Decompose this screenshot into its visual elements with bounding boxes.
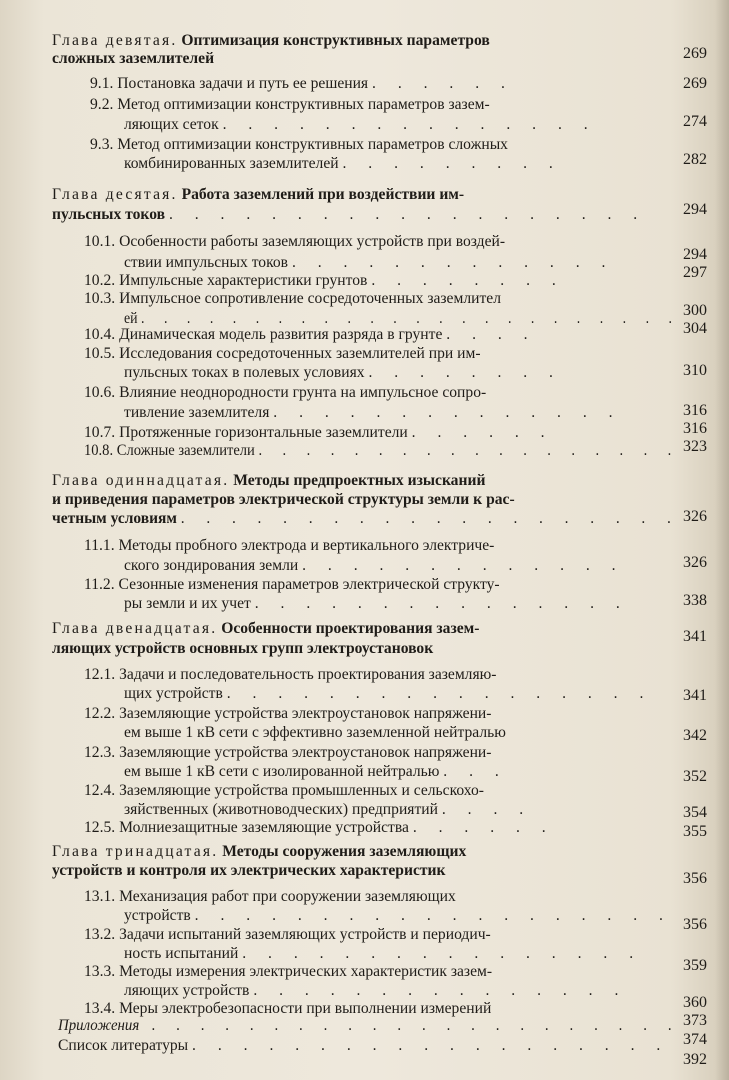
toc-text: 10.6. Влияние неоднородности грунта на импульсное сопро-	[84, 384, 487, 401]
toc-line-s10-1b	[124, 254, 614, 272]
toc-text: тивление заземлителя	[124, 404, 274, 421]
toc-text: пульсных токов	[52, 206, 169, 223]
leader-dots: . . . . . . . .	[371, 272, 565, 289]
page-number-s10-8: 323	[683, 438, 707, 455]
leader-dots: . . . . . . . . . . . . .	[291, 254, 615, 271]
leader-dots: . . . . . . . . . . . . . . . . . . . .	[180, 510, 680, 527]
leader-dots: . . . . . . . . . . . . . . . . . . . . . . . .	[141, 310, 680, 327]
toc-line-ch11-1	[52, 472, 485, 490]
toc-line-s11-2a	[84, 576, 500, 594]
leader-dots: . . . . . . . . . . . . .	[302, 557, 625, 574]
toc-text: Работа заземлений при воздействии им-	[177, 186, 465, 203]
toc-line-ch10-2	[52, 206, 646, 224]
toc-text: зяйственных (животноводческих) предприятий	[124, 801, 442, 818]
toc-text: Глава двенадцатая.	[52, 620, 218, 637]
leader-dots: . . . . . . . . . . . . . . . . . . .	[192, 1037, 670, 1054]
toc-text: ляющих устройств	[124, 982, 254, 999]
toc-line-s12-3a	[84, 744, 491, 762]
page-number-s9-3b: 282	[683, 151, 707, 168]
toc-text: Методы сооружения заземляющих	[218, 843, 467, 860]
toc-line-s9-3b	[124, 155, 562, 173]
leader-dots: . . . .	[446, 326, 537, 343]
toc-text: 9.1. Постановка задачи и путь ее решения	[90, 75, 373, 92]
toc-text: 13.1. Механизация работ при сооружении заземляющих	[84, 888, 456, 905]
toc-line-ch12-2	[52, 640, 433, 658]
toc-line-s12-2a	[84, 705, 491, 723]
toc-text: Глава одиннадцатая.	[52, 472, 230, 489]
toc-text: 10.8. Сложные заземлители	[84, 442, 259, 459]
toc-text: 12.2. Заземляющие устройства электроустановок напряжени-	[84, 705, 492, 722]
toc-line-s12-2b	[124, 724, 506, 742]
page-number-s9-2b: 274	[683, 113, 707, 130]
page-number-s11-2b: 338	[683, 592, 707, 609]
toc-text: 11.1. Методы пробного электрода и вертикального электриче-	[84, 537, 495, 554]
page-number-s12-3b: 352	[683, 768, 707, 785]
toc-text: пульсных токах в полевых условиях	[124, 364, 369, 381]
toc-line-ch9-2	[52, 50, 214, 68]
toc-line-s11-1b	[124, 557, 625, 575]
toc-text: 12.5. Молниезащитные заземляющие устройства	[84, 819, 413, 836]
toc-line-s13-3b	[124, 982, 627, 1000]
toc-line-s12-1b	[124, 685, 652, 703]
page-number-s12-4b: 354	[683, 804, 707, 821]
toc-text: 12.4. Заземляющие устройства промышленных и сельскохо-	[84, 782, 484, 799]
toc-line-ch13-1	[52, 843, 466, 861]
page-number-last: 392	[683, 1051, 707, 1068]
toc-line-ch13-2	[52, 862, 446, 880]
page-number-lit: 374	[683, 1031, 707, 1048]
toc-text: Глава десятая.	[52, 186, 178, 203]
toc-line-ch10-1	[52, 186, 464, 204]
toc-text: Список литературы	[58, 1037, 193, 1054]
leader-dots: . . . . . . . . . . . . . . . . . . .	[168, 206, 647, 223]
leader-dots: . . . . . .	[412, 819, 555, 836]
leader-dots: . . . .	[441, 801, 533, 818]
page-number-s10-7: 316	[683, 420, 707, 437]
toc-text: 11.2. Сезонные изменения параметров электрической структу-	[84, 576, 500, 593]
toc-text: 10.4. Динамическая модель развития разряда в грунте	[84, 326, 447, 343]
toc-line-s13-4	[84, 1000, 491, 1018]
toc-text: 9.2. Метод оптимизации конструктивных параметров зазем-	[90, 96, 490, 113]
toc-line-s12-4a	[84, 782, 484, 800]
toc-text: устройств и контроля их электрических характеристик	[52, 862, 446, 879]
toc-line-s11-2b	[124, 595, 629, 613]
page-number-s12-1b: 341	[683, 687, 707, 704]
toc-text: Особенности проектирования зазем-	[217, 620, 480, 637]
leader-dots: . . . . . . . . . . . . . . . . . .	[258, 442, 680, 459]
page-number-s13-2a: 356	[683, 916, 707, 933]
toc-line-s10-6b	[124, 404, 622, 422]
toc-text: ность испытаний	[124, 945, 243, 962]
toc-text: ем выше 1 кВ сети с изолированной нейтралью	[124, 763, 444, 780]
page-number-s10-3b: 300	[683, 302, 707, 319]
page-number-s10-4: 304	[683, 320, 707, 337]
toc-text: 13.4. Меры электробезопасности при выполнении измерений	[84, 1000, 492, 1017]
toc-line-ch11-2	[52, 491, 515, 509]
leader-dots: . . . . . .	[372, 75, 514, 92]
toc-text: 12.3. Заземляющие устройства электроустановок напряжени-	[84, 744, 492, 761]
toc-line-s12-4b	[124, 801, 532, 819]
leader-dots: . . . . . .	[411, 424, 554, 441]
toc-text: устройств	[124, 907, 195, 924]
toc-text: ляющих устройств основных групп электроустановок	[52, 640, 434, 657]
leader-dots: . . . . . . . . . . . . . . .	[253, 982, 628, 999]
toc-text: Глава девятая.	[52, 32, 178, 49]
page-number-s10-2: 297	[683, 264, 707, 281]
toc-line-app	[58, 1017, 680, 1035]
leader-dots: . . . . . . . . . . . . . . . .	[242, 945, 643, 962]
toc-line-s9-2a	[90, 96, 490, 114]
toc-line-lit	[58, 1037, 669, 1055]
toc-line-s10-5b	[124, 364, 562, 382]
toc-line-s13-3a	[84, 963, 492, 981]
leader-dots: . . . . . . . . . . . . . . .	[254, 595, 629, 612]
page-number-s10-6b: 316	[683, 402, 707, 419]
toc-line-s10-4	[84, 326, 537, 344]
toc-text: комбинированных заземлителей	[124, 155, 343, 172]
toc-text: 9.3. Метод оптимизации конструктивных параметров сложных	[90, 136, 508, 153]
leader-dots: . . . . . . . . . . . . . . . . . . .	[194, 907, 672, 924]
page-number-s13-4: 360	[683, 994, 707, 1011]
toc-text: Оптимизация конструктивных параметров	[177, 32, 490, 49]
toc-line-s10-6a	[84, 384, 486, 402]
toc-line-ch12-1	[52, 620, 479, 638]
page-number-s11-1b: 326	[683, 554, 707, 571]
toc-text: ем выше 1 кВ сети с эффективно заземленной нейтралью	[124, 724, 506, 741]
toc-text: 13.3. Методы измерения электрических характеристик зазем-	[84, 963, 493, 980]
toc-text: щих устройств	[124, 685, 227, 702]
toc-text: и приведения параметров электрической структуры земли к рас-	[52, 491, 515, 508]
page-number-ch12-1: 341	[683, 628, 707, 645]
toc-line-s10-1a	[84, 233, 505, 251]
toc-line-s9-3a	[90, 136, 508, 154]
toc-line-ch11-3	[52, 510, 680, 528]
toc-text: ствии импульсных токов	[124, 254, 292, 271]
toc-text: 10.7. Протяженные горизонтальные заземлители	[84, 424, 412, 441]
toc-text: 13.2. Задачи испытаний заземляющих устройств и периодич-	[84, 926, 491, 943]
toc-text: Приложения	[58, 1017, 140, 1034]
toc-text: ского зондирования земли	[124, 557, 303, 574]
toc-text: Глава тринадцатая.	[52, 843, 219, 860]
toc-line-s10-8	[84, 442, 680, 460]
leader-dots: . . . . . . . . . . . . . .	[273, 404, 622, 421]
toc-line-s13-1a	[84, 888, 456, 906]
toc-line-s12-1a	[84, 666, 496, 684]
toc-text: 10.5. Исследования сосредоточенных заземлителей при им-	[84, 345, 481, 362]
page-number-ch9-1: 269	[683, 45, 707, 62]
leader-dots: . . . . . . . . . . . . . . . . . . . . . .	[139, 1017, 681, 1034]
toc-text: 12.1. Задачи и последовательность проектирования заземляю-	[84, 666, 497, 683]
toc-line-s13-1b	[124, 907, 672, 925]
toc-line-s10-7	[84, 424, 554, 442]
toc-line-s9-2b	[124, 116, 597, 134]
toc-line-s12-3b	[124, 763, 508, 781]
toc-line-s9-1	[90, 75, 514, 93]
toc-text: четным условиям	[52, 510, 181, 527]
leader-dots: . . . . . . . . . . . . . . . . .	[226, 685, 653, 702]
toc-text: ры земли и их учет	[124, 595, 255, 612]
toc-text: ей	[124, 310, 142, 327]
toc-line-s10-2	[84, 272, 565, 290]
toc-line-s13-2b	[124, 945, 642, 963]
page-number-s12-5: 355	[683, 823, 707, 840]
page-number-s10-5b: 310	[683, 362, 707, 379]
page-number-ch13-2: 356	[683, 870, 707, 887]
toc-line-s11-1a	[84, 537, 494, 555]
toc-text: Методы предпроектных изысканий	[229, 472, 486, 489]
toc-text: сложных заземлителей	[52, 50, 215, 67]
page-number-s9-1: 269	[683, 75, 707, 92]
page-number-s13-3a: 359	[683, 957, 707, 974]
toc-line-s10-5a	[84, 345, 481, 363]
toc-line-ch9-1	[52, 32, 490, 50]
toc-line-s10-3a	[84, 290, 501, 308]
page-number-ch11-3: 326	[683, 508, 707, 525]
page-number-s12-2b: 342	[683, 727, 707, 744]
toc-text: ляющих сеток	[124, 116, 223, 133]
leader-dots: . . . . . . . . . . . . . . .	[222, 116, 597, 133]
toc-text: 10.3. Импульсное сопротивление сосредоточенных заземлител	[84, 290, 501, 307]
toc-line-s13-2a	[84, 926, 491, 944]
toc-line-s12-5	[84, 819, 555, 837]
page-number-ch10-2: 294	[683, 201, 707, 218]
leader-dots: . . . . . . . .	[368, 364, 562, 381]
toc-text: 10.2. Импульсные характеристики грунтов	[84, 272, 372, 289]
leader-dots: . . .	[443, 763, 508, 780]
page-number-app: 373	[683, 1012, 707, 1029]
page-number-s10-1b: 294	[683, 246, 707, 263]
toc-text: 10.1. Особенности работы заземляющих устройств при воздей-	[84, 233, 506, 250]
leader-dots: . . . . . . . . .	[342, 155, 562, 172]
